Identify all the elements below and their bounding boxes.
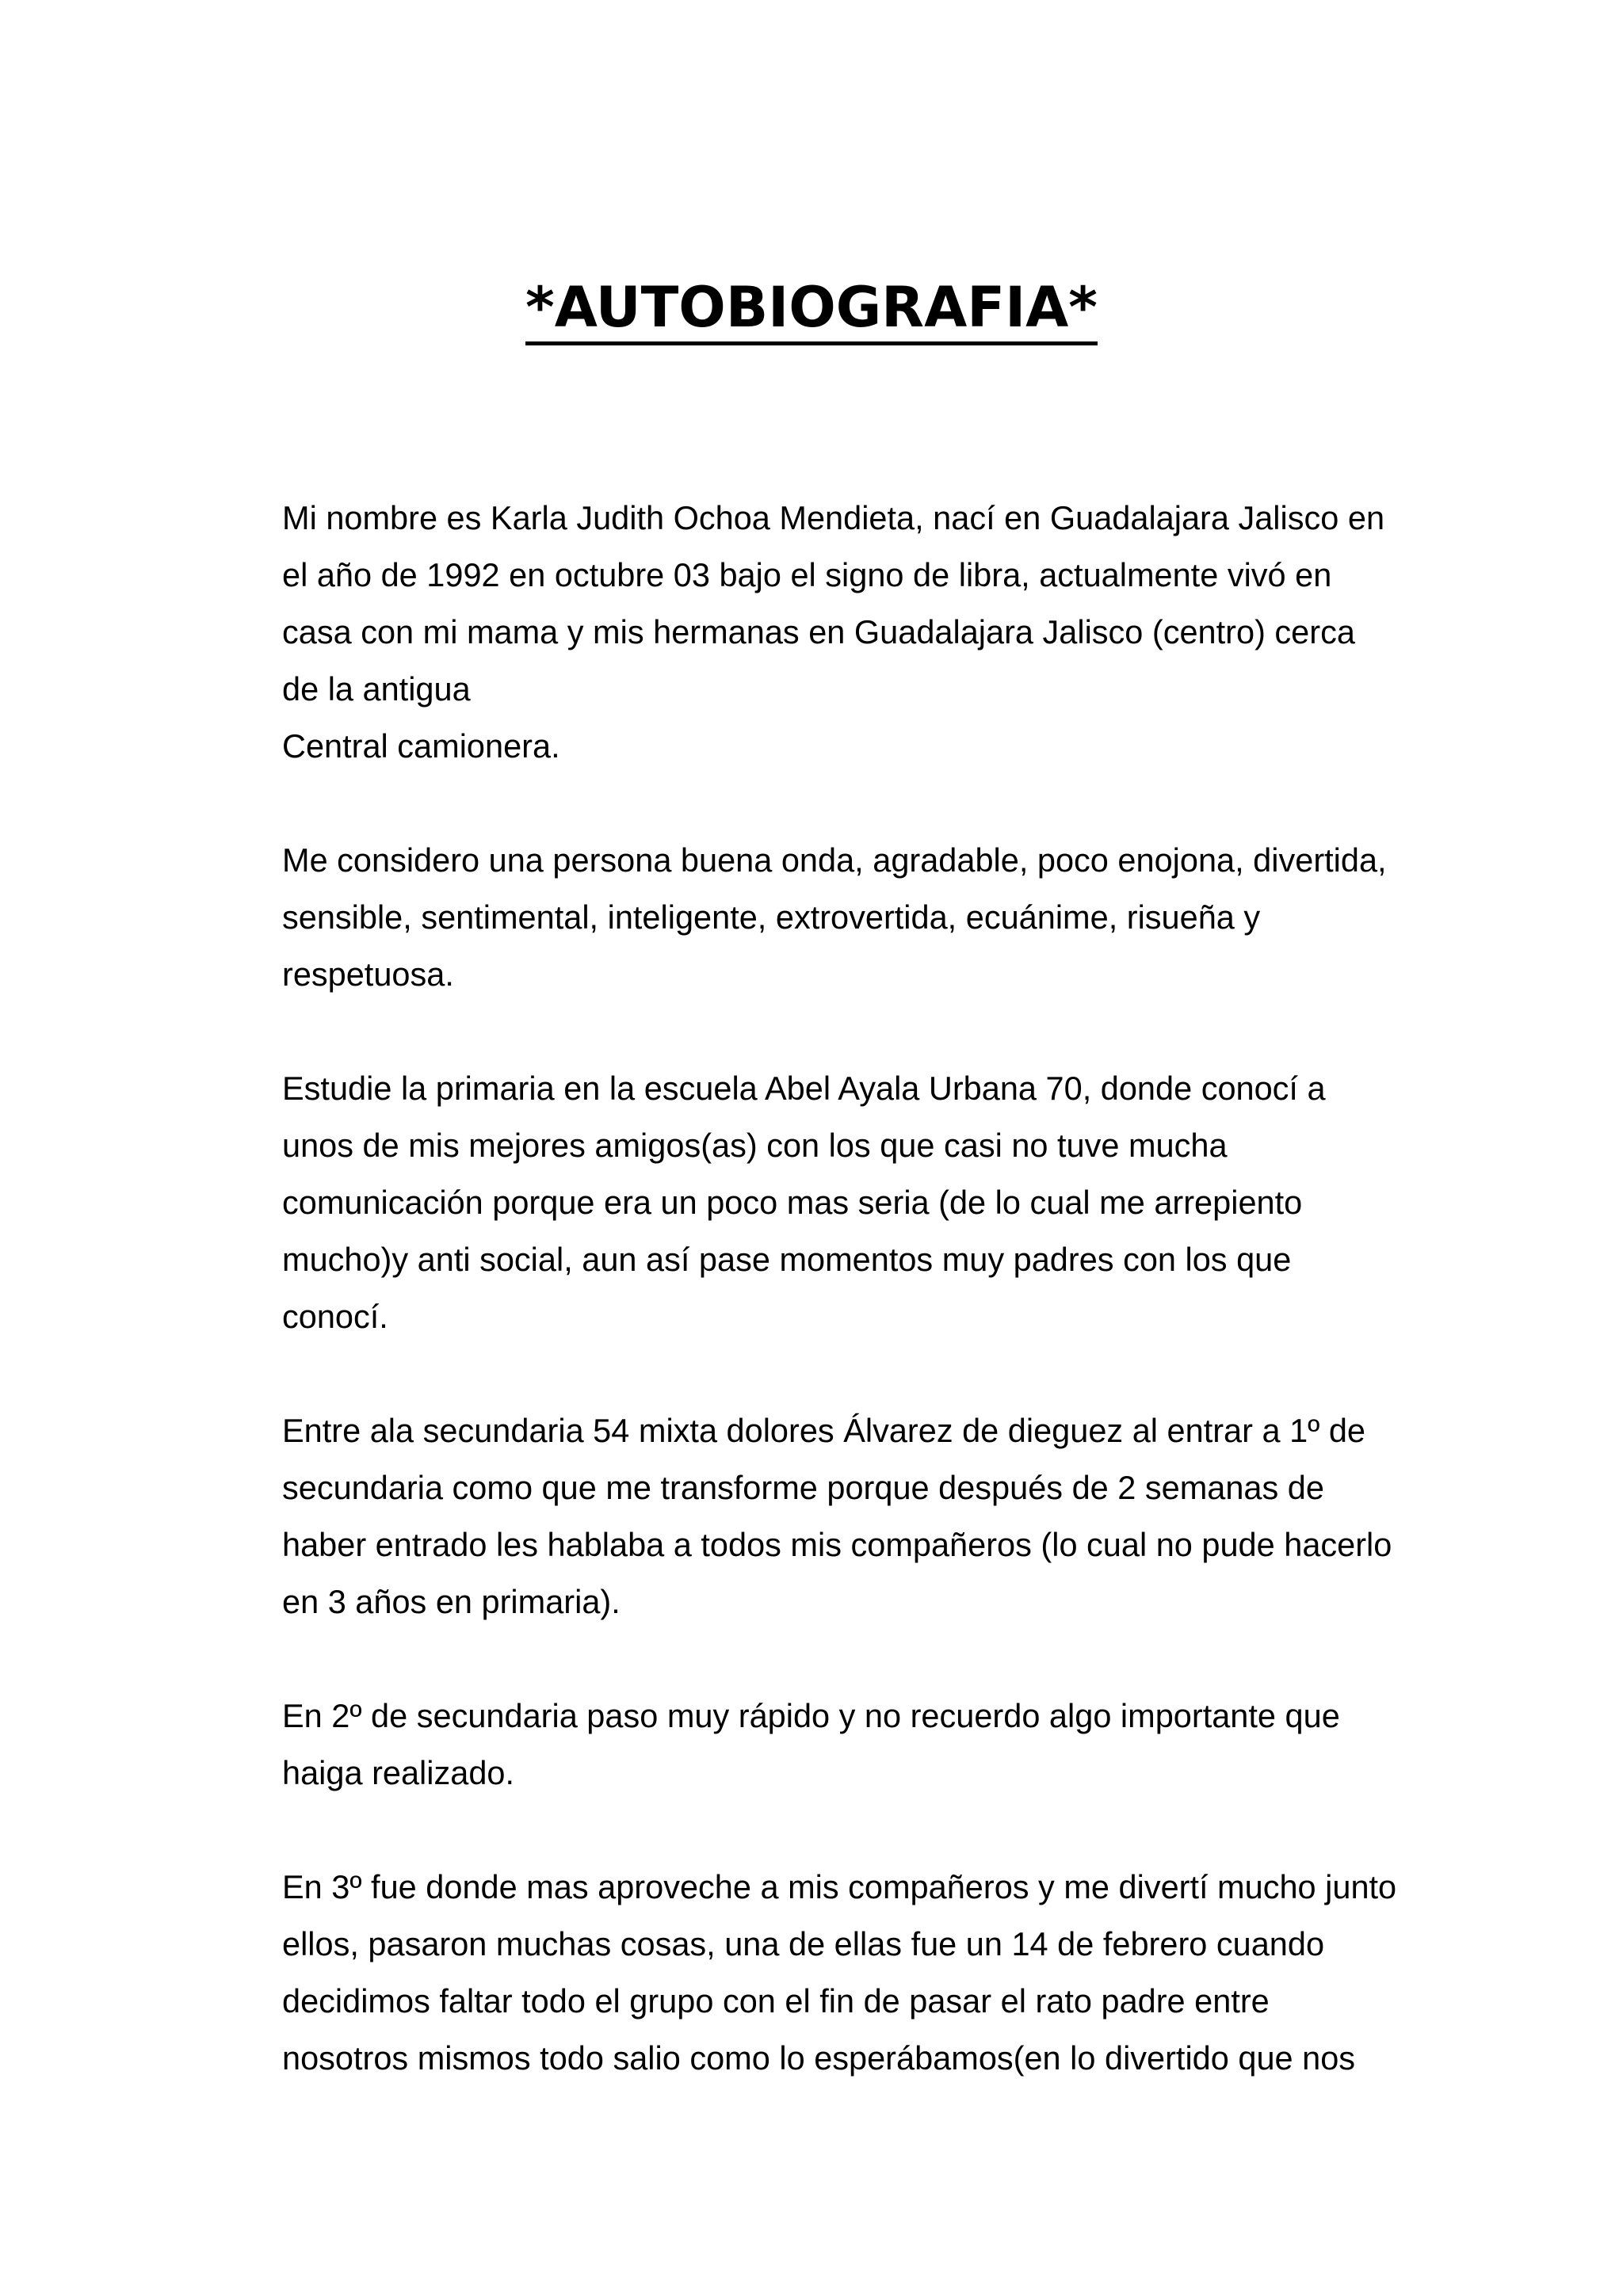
paragraph-primary-school: Estudie la primaria en la escuela Abel Ayala Urbana 70, donde conocí a unos de mis mejores amigos(as) con los que casi no tuve mucha comunicación porque era un poco mas seria (de lo cual me arrepiento mucho)y anti social, aun así pase momentos muy padres con los que conocí. xyxy=(282,1070,1326,1335)
paragraph-secondary-second-year: En 2º de secundaria paso muy rápido y no recuerdo algo importante que haiga realizado. xyxy=(282,1697,1340,1791)
page-title: *AUTOBIOGRAFIA* xyxy=(525,277,1098,345)
paragraph-secondary-third-year: En 3º fue donde mas aproveche a mis compañeros y me divertí mucho junto ellos, pasaron muchas cosas, una de ellas fue un 14 de febrero cuando decidimos faltar todo el grupo con el fin de pasar el rato padre entre nosotros mismos todo salio como lo esperábamos(en lo divertido que nos xyxy=(282,1868,1397,2077)
paragraph-personality: Me considero una persona buena onda, agradable, poco enojona, divertida, sensible, sentimental, inteligente, extrovertida, ecuánime, risueña y respetuosa. xyxy=(282,841,1387,993)
paragraph-secondary-first-year: Entre ala secundaria 54 mixta dolores Álvarez de dieguez al entrar a 1º de secundaria como que me transforme porque después de 2 semanas de haber entrado les hablaba a todos mis compañeros (lo cual no pude hacerlo en 3 años en primaria). xyxy=(282,1412,1392,1620)
page-title-container xyxy=(0,277,1623,345)
paragraph-intro: Mi nombre es Karla Judith Ochoa Mendieta, nací en Guadalajara Jalisco en el año de 1992 en octubre 03 bajo el signo de libra, actualmente vivó en casa con mi mama y mis hermanas en Guadalajara Jalisco (centro) cerca de la antigua Central camionera. xyxy=(282,499,1385,765)
document-body xyxy=(282,490,1407,2087)
